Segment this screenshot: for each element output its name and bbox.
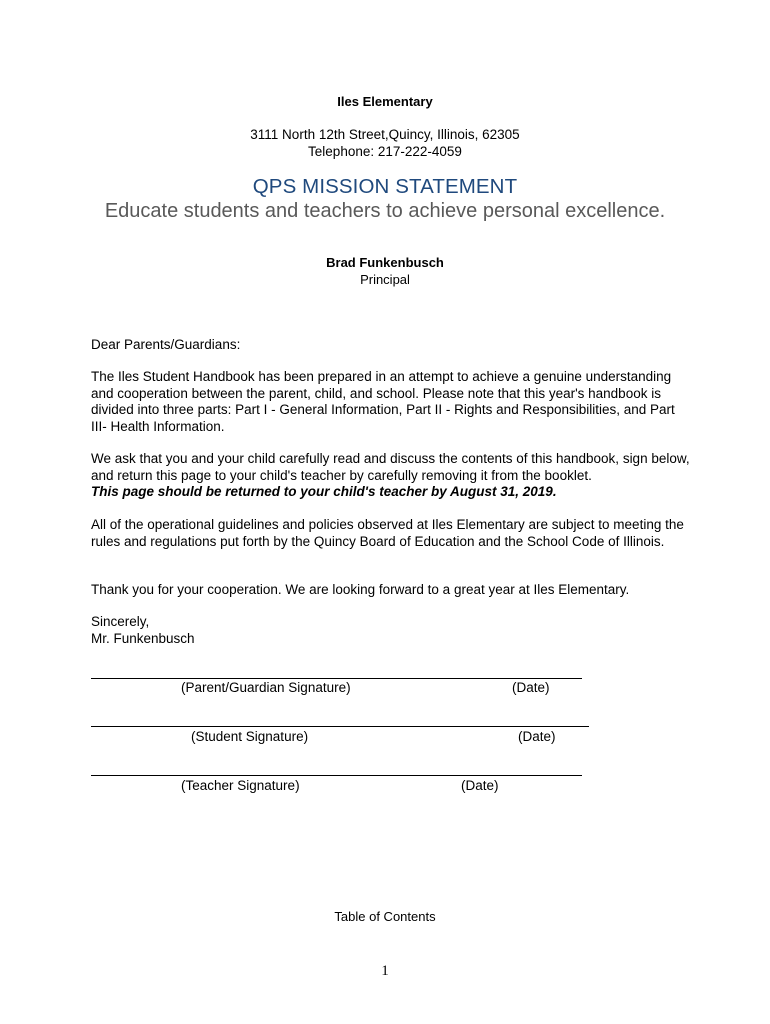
principal-name: Brad Funkenbusch [326, 255, 444, 270]
school-contact [0, 126, 770, 160]
closing-phrase: Sincerely, [91, 614, 150, 629]
mission-title: QPS MISSION STATEMENT [252, 175, 518, 198]
school-address: 3111 North 12th Street,Quincy, Illinois, 62305 [250, 127, 520, 142]
table-of-contents-heading: Table of Contents [334, 909, 436, 924]
parent-date-label: (Date) [512, 680, 550, 695]
principal-title: Principal [360, 272, 410, 287]
letter-salutation: Dear Parents/Guardians: [91, 337, 241, 352]
page-number: 1 [381, 963, 389, 979]
letter-paragraph-thanks [91, 582, 691, 599]
paragraph-text: We ask that you and your child carefully read and discuss the contents of this handbook, sign below, and return this page to your child's teacher by carefully removing it from the booklet. [91, 451, 690, 483]
teacher-date-label: (Date) [461, 778, 499, 793]
school-telephone: Telephone: 217-222-4059 [308, 144, 462, 159]
signer-name: Mr. Funkenbusch [91, 630, 195, 646]
teacher-signature-line[interactable] [91, 775, 582, 776]
letter-closing [91, 614, 691, 647]
teacher-signature-label: (Teacher Signature) [181, 778, 300, 793]
letter-paragraph-handbook [91, 369, 691, 435]
student-signature-label: (Student Signature) [191, 729, 309, 744]
student-date-label: (Date) [518, 729, 556, 744]
paragraph-text: All of the operational guidelines and policies observed at Iles Elementary are subject to meeting the rules and regulations put forth by the Quincy Board of Education and the School Code of Illinois. [91, 517, 684, 549]
letter-paragraph-return [91, 451, 691, 501]
mission-statement: Educate students and teachers to achieve personal excellence. [104, 200, 666, 222]
letter-paragraph-guidelines [91, 517, 691, 550]
paragraph-text: Thank you for your cooperation. We are looking forward to a great year at Iles Elementary. [91, 582, 630, 597]
school-name: Iles Elementary [337, 94, 433, 109]
paragraph-text: The Iles Student Handbook has been prepared in an attempt to achieve a genuine understanding and cooperation between the parent, child, and school. Please note that this year's handbook is divided into three parts: Part I - General Information, Part II - Rights and Responsibilities, and Part III- Health Information. [91, 369, 675, 434]
parent-signature-label: (Parent/Guardian Signature) [181, 680, 351, 695]
student-signature-line[interactable] [91, 726, 589, 727]
parent-signature-line[interactable] [91, 678, 582, 679]
return-deadline-notice: This page should be returned to your child's teacher by August 31, 2019. [91, 484, 557, 499]
